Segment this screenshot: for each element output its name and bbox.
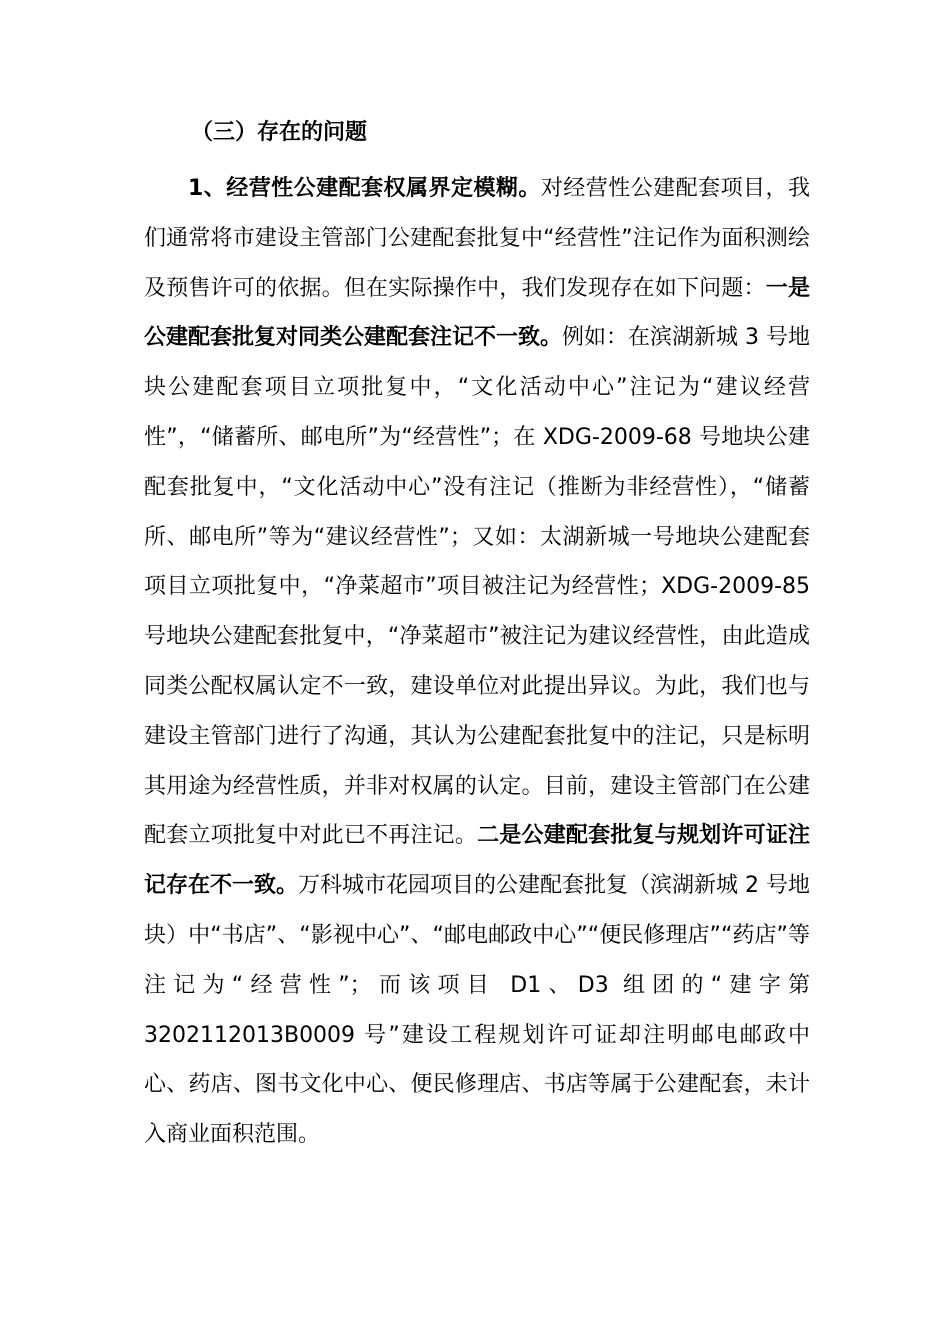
point-title: 1、经营性公建配套权属界定模糊。	[188, 176, 541, 201]
issue-two-text: 万科城市花园项目的公建配套批复（滨湖新城 2 号地块）中“书店”、“影视中心”、“邮电邮政中心”“便民修理店”“药店”等注记为“经营性”；而该项目 D1、D3 组团的“建字第 3202112013B0009 号”建设工程规划许可证却注明邮电邮政中心、药店、图书文化中心、便民修理店、书店等属于公建配套，未计入商业面积范围。	[144, 873, 811, 1148]
body-paragraph	[144, 164, 810, 1160]
issue-two-title: 二是公建配套批复与规划许可证注记存在不一致。	[144, 823, 810, 899]
intro-text: 对经营性公建配套项目，我们通常将市建设主管部门公建配套批复中“经营性”注记作为面积测绘及预售许可的依据。但在实际操作中，我们发现存在如下问题：	[144, 176, 810, 301]
issue-one-title: 一是公建配套批复对同类公建配套注记不一致。	[144, 275, 810, 351]
issue-one-text: 例如：在滨湖新城 3 号地块公建配套项目立项批复中，“文化活动中心”注记为“建议经营性”，“储蓄所、邮电所”为“经营性”；在 XDG-2009-68 号地块公建配套批复中，“文化活动中心”没有注记（推断为非经营性），“储蓄所、邮电所”等为“建议经营性”；又如：太湖新城一号地块公建配套项目立项批复中，“净菜超市”项目被注记为经营性；XDG-2009-85 号地块公建配套批复中，“净菜超市”被注记为建议经营性，由此造成同类公配权属认定不一致，建设单位对此提出异议。为此，我们也与建设主管部门进行了沟通，其认为公建配套批复中的注记，只是标明其用途为经营性质，并非对权属的认定。目前，建设主管部门在公建配套立项批复中对此已不再注记。	[144, 325, 810, 849]
section-heading: （三）存在的问题	[191, 120, 368, 145]
